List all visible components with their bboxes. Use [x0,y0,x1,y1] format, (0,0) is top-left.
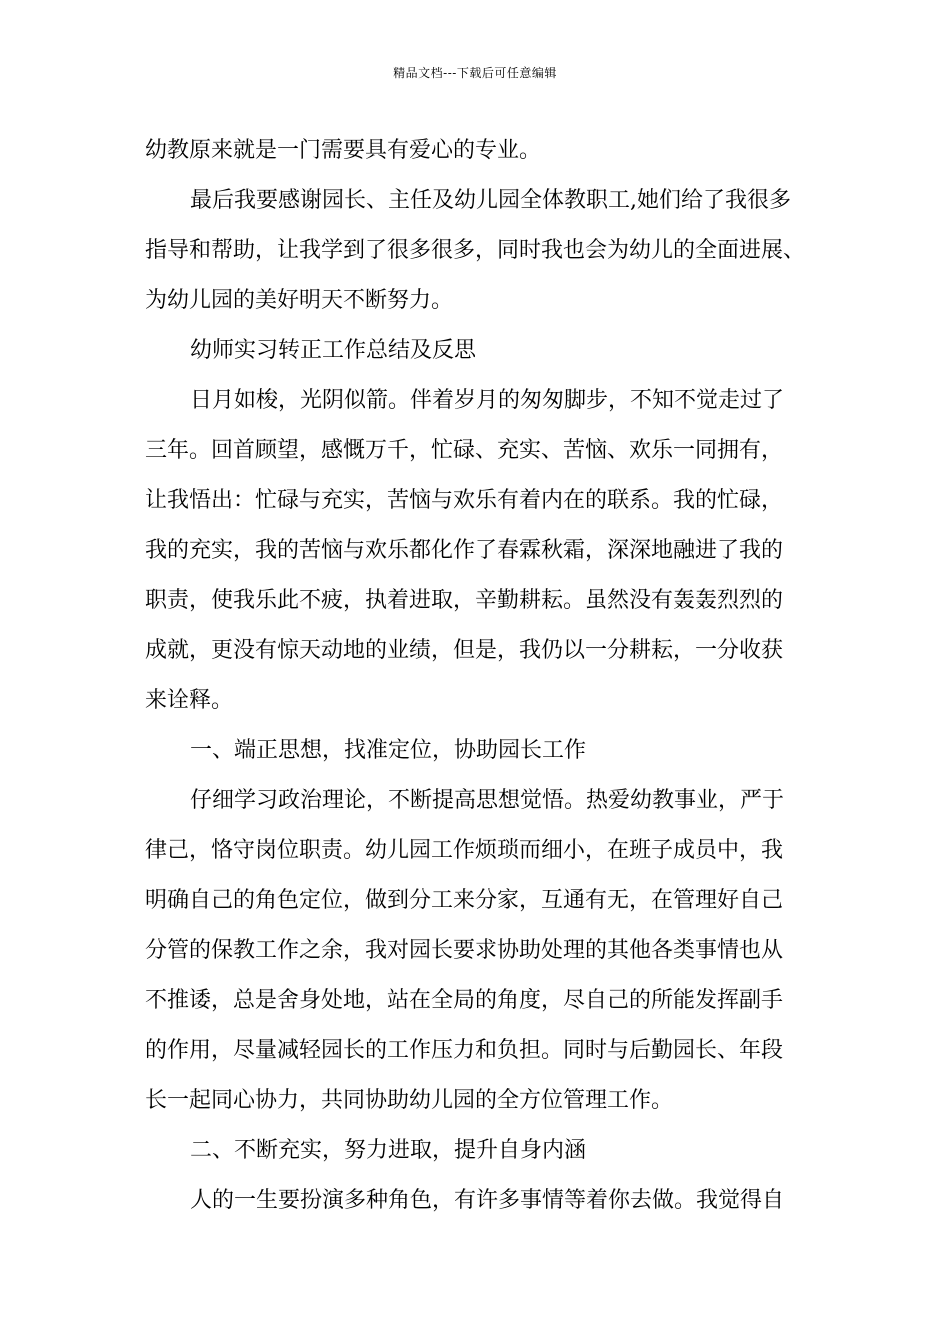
text-line: 职责，使我乐此不疲，执着进取，辛勤耕耘。虽然没有轰轰烈烈的 [145,588,784,613]
text-line: 让我悟出：忙碌与充实，苦恼与欢乐有着内在的联系。我的忙碌， [145,488,784,513]
text-line: 律己，恪守岗位职责。幼儿园工作烦琐而细小，在班子成员中，我 [145,838,784,863]
text-line: 的作用，尽量减轻园长的工作压力和负担。同时与后勤园长、年段 [145,1038,784,1063]
text-line: 长一起同心协力，共同协助幼儿园的全方位管理工作。 [145,1088,674,1113]
text-line: 明确自己的角色定位，做到分工来分家，互通有无，在管理好自己 [145,888,784,913]
page-header: 精品文档---下载后可任意编辑 [393,66,557,80]
text-line: 为幼儿园的美好明天不断努力。 [145,288,454,313]
text-line: 分管的保教工作之余，我对园长要求协助处理的其他各类事情也从 [145,938,784,963]
text-line: 日月如梭，光阴似箭。伴着岁月的匆匆脚步，不知不觉走过了 [190,388,785,413]
text-line: 最后我要感谢园长、主任及幼儿园全体教职工,她们给了我很多 [190,188,791,213]
text-line: 指导和帮助，让我学到了很多很多，同时我也会为幼儿的全面进展、 [145,238,806,263]
text-line: 不推诿，总是舍身处地，站在全局的角度，尽自己的所能发挥副手 [145,988,784,1013]
text-line: 人的一生要扮演多种角色，有许多事情等着你去做。我觉得自 [190,1188,785,1213]
text-line: 仔细学习政治理论，不断提高思想觉悟。热爱幼教事业，严于 [190,788,785,813]
text-line: 我的充实，我的苦恼与欢乐都化作了春霖秋霜，深深地融进了我的 [145,538,784,563]
text-line: 幼教原来就是一门需要具有爱心的专业。 [145,138,542,163]
text-line: 来诠释。 [145,688,234,713]
text-line: 三年。回首顾望，感慨万千，忙碌、充实、苦恼、欢乐一同拥有， [145,438,784,463]
section-heading: 二、不断充实，努力进取，提升自身内涵 [190,1138,587,1163]
text-line: 成就，更没有惊天动地的业绩，但是，我仍以一分耕耘，一分收获 [145,638,784,663]
section-heading: 一、端正思想，找准定位，协助园长工作 [190,738,587,763]
section-title: 幼师实习转正工作总结及反思 [190,338,477,363]
